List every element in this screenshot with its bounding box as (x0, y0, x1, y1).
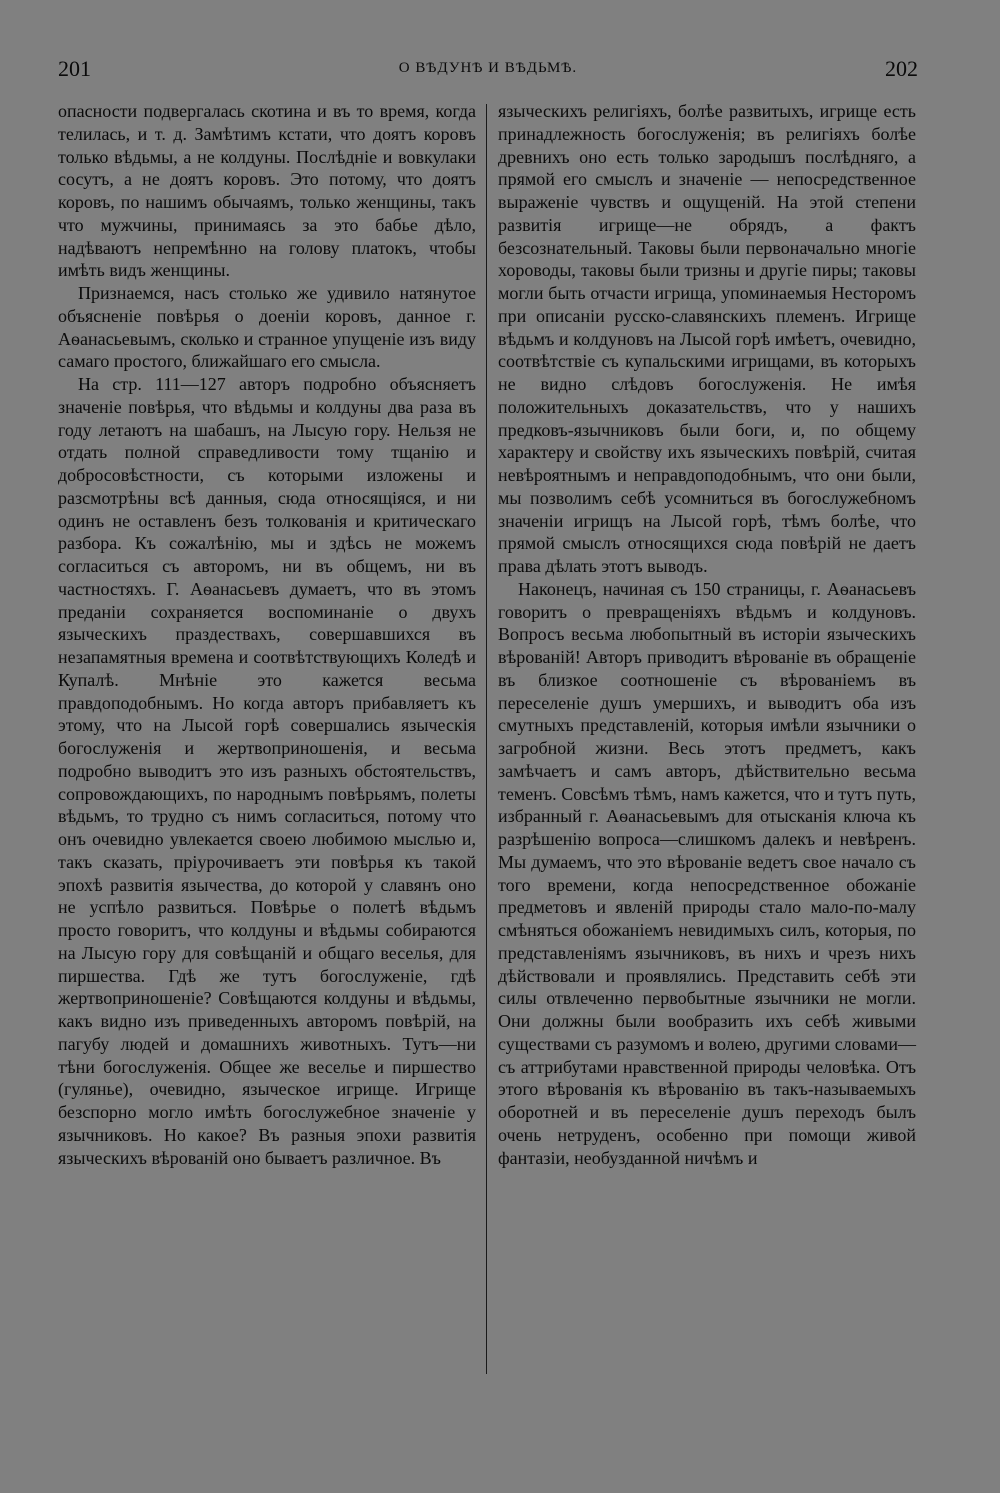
page-number-right: 202 (885, 56, 918, 81)
left-paragraph-2: Признаемся, насъ столько же удивило натянутое объясненіе повѣрья о доеніи коровъ, данное г. Аѳанасьевымъ, сколько и странное упущеніе изъ виду самаго простого, ближайшаго его смысла. (58, 283, 476, 372)
left-column (58, 100, 476, 1169)
right-column (498, 100, 916, 1169)
running-title: О ВѢДУНѢ И ВѢДЬМѢ. (398, 60, 578, 76)
right-paragraph-2: Наконецъ, начиная съ 150 страницы, г. Аѳанасьевъ говоритъ о превращеніяхъ вѣдьмъ и колдуновъ. Вопросъ весьма любопытный въ исторіи языческихъ вѣрованій! Авторъ приводитъ вѣрованіе въ обращеніе въ близкое соотношеніе съ вѣрованіемъ въ переселеніе душъ умершихъ, и выводитъ оба изъ смутныхъ представленій, которыя имѣли язычники о загробной жизни. Весь этотъ предметъ, какъ замѣчаетъ и самъ авторъ, дѣйствительно весьма теменъ. Совсѣмъ тѣмъ, намъ кажется, что и тутъ путь, избранный г. Аѳанасьевымъ для отысканія ключа къ разрѣшенію вопроса—слишкомъ далекъ и невѣренъ. Мы думаемъ, что это вѣрованіе ведетъ свое начало съ того времени, когда непосредственное обожаніе предметовъ и явленій природы стало мало-по-малу смѣняться обожаніемъ невидимыхъ силъ, которыя, по представленіямъ язычниковъ, въ нихъ и чрезъ нихъ дѣйствовали и проявлялись. Представить себѣ эти силы отвлеченно первобытные язычники не могли. Они должны были вообразить ихъ себѣ живыми существами съ разумомъ и волею, другими словами—съ аттрибутами нравственной природы человѣка. Отъ этого вѣрованія къ вѣрованію въ такъ-называемыхъ оборотней и въ переселеніе душъ переходъ былъ очень нетруденъ, особенно при помощи живой фантазіи, необузданной ничѣмъ и (498, 578, 916, 1168)
right-paragraph-1: языческихъ религіяхъ, болѣе развитыхъ, игрище есть принадлежность богослуженія; въ религіяхъ болѣе древнихъ оно есть только зародышъ послѣдняго, а прямой его смыслъ и значеніе — непосредственное выраженіе чувствъ и ощущеній. На этой степени развитія игрище—не обрядъ, а фактъ безсознательный. Таковы были первоначально многіе хороводы, таковы были тризны и другіе пиры; таковы могли быть отчасти игрища, упоминаемыя Несторомъ при описаніи русско-славянскихъ племенъ. Игрище вѣдьмъ и колдуновъ на Лысой горѣ имѣетъ, очевидно, соотвѣтствіе съ купальскими игрищами, въ которыхъ не видно слѣдовъ богослуженія. Не имѣя положительныхъ доказательствъ, что у нашихъ предковъ-язычниковъ были боги, и, по общему характеру и свойству ихъ языческихъ повѣрій, считая невѣроятнымъ и неправдоподобнымъ, что они были, мы позволимъ себѣ усомниться въ богослужебномъ значеніи игрищъ на Лысой горѣ, тѣмъ болѣе, что прямой смыслъ относящихся сюда повѣрій не даетъ права дѣлать этотъ выводъ. (498, 101, 916, 576)
left-paragraph-1: опасности подвергалась скотина и въ то время, когда телилась, и т. д. Замѣтимъ кстати, что доятъ коровъ только вѣдьмы, а не колдуны. Послѣдніе и вовкулаки сосутъ, а не доятъ коровъ. Это потому, что доятъ коровъ, по нашимъ обычаямъ, только женщины, такъ что мужчины, принимаясь за это бабье дѣло, надѣваютъ непремѣнно на голову платокъ, чтобы имѣть видъ женщины. (58, 101, 476, 281)
left-paragraph-3: На стр. 111—127 авторъ подробно объясняетъ значеніе повѣрья, что вѣдьмы и колдуны два раза въ году летаютъ на шабашъ, на Лысую гору. Нельзя не отдать полной справедливости тому тщанію и добросовѣстности, съ которыми изложены и разсмотрѣны всѣ данныя, сюда относящіяся, и ни одинъ не оставленъ безъ толкованія и критическаго разбора. Къ сожалѣнію, мы и здѣсь не можемъ согласиться съ авторомъ, ни въ общемъ, ни въ частностяхъ. Г. Аѳанасьевъ думаетъ, что въ этомъ преданіи сохраняется воспоминаніе о двухъ языческихъ праздествахъ, совершавшихся въ незапамятныя времена и соотвѣтствующихъ Коледѣ и Купалѣ. Мнѣніе это кажется весьма правдоподобнымъ. Но когда авторъ прибавляетъ къ этому, что на Лысой горѣ совершались языческія богослуженія и жертвоприношенія, и весьма подробно выводитъ это изъ разныхъ обстоятельствъ, сопровождающихъ, по народнымъ повѣрьямъ, полеты вѣдьмъ, то трудно съ нимъ согласиться, потому что онъ очевидно увлекается своею любимою мыслью и, такъ сказать, пріурочиваетъ эти повѣрья къ такой эпохѣ развитія язычества, до которой у славянъ оно не успѣло развиться. Повѣрье о полетѣ вѣдьмъ просто говоритъ, что колдуны и вѣдьмы собираются на Лысую гору для совѣщаній и общаго веселья, для пиршества. Гдѣ же тутъ богослуженіе, гдѣ жертвоприношеніе? Совѣщаются колдуны и вѣдьмы, какъ видно изъ приведенныхъ авторомъ повѣрій, на пагубу людей и домашнихъ животныхъ. Тутъ—ни тѣни богослуженія. Общее же веселье и пиршество (гулянье), очевидно, языческое игрище. Игрище безспорно могло имѣть богослужебное значеніе у язычниковъ. Но какое? Въ разныя эпохи развитія языческихъ вѣрованій оно бываетъ различное. Въ (58, 374, 476, 1168)
column-divider (486, 104, 487, 1374)
page-header (58, 56, 918, 86)
page-number-left: 201 (58, 56, 91, 81)
